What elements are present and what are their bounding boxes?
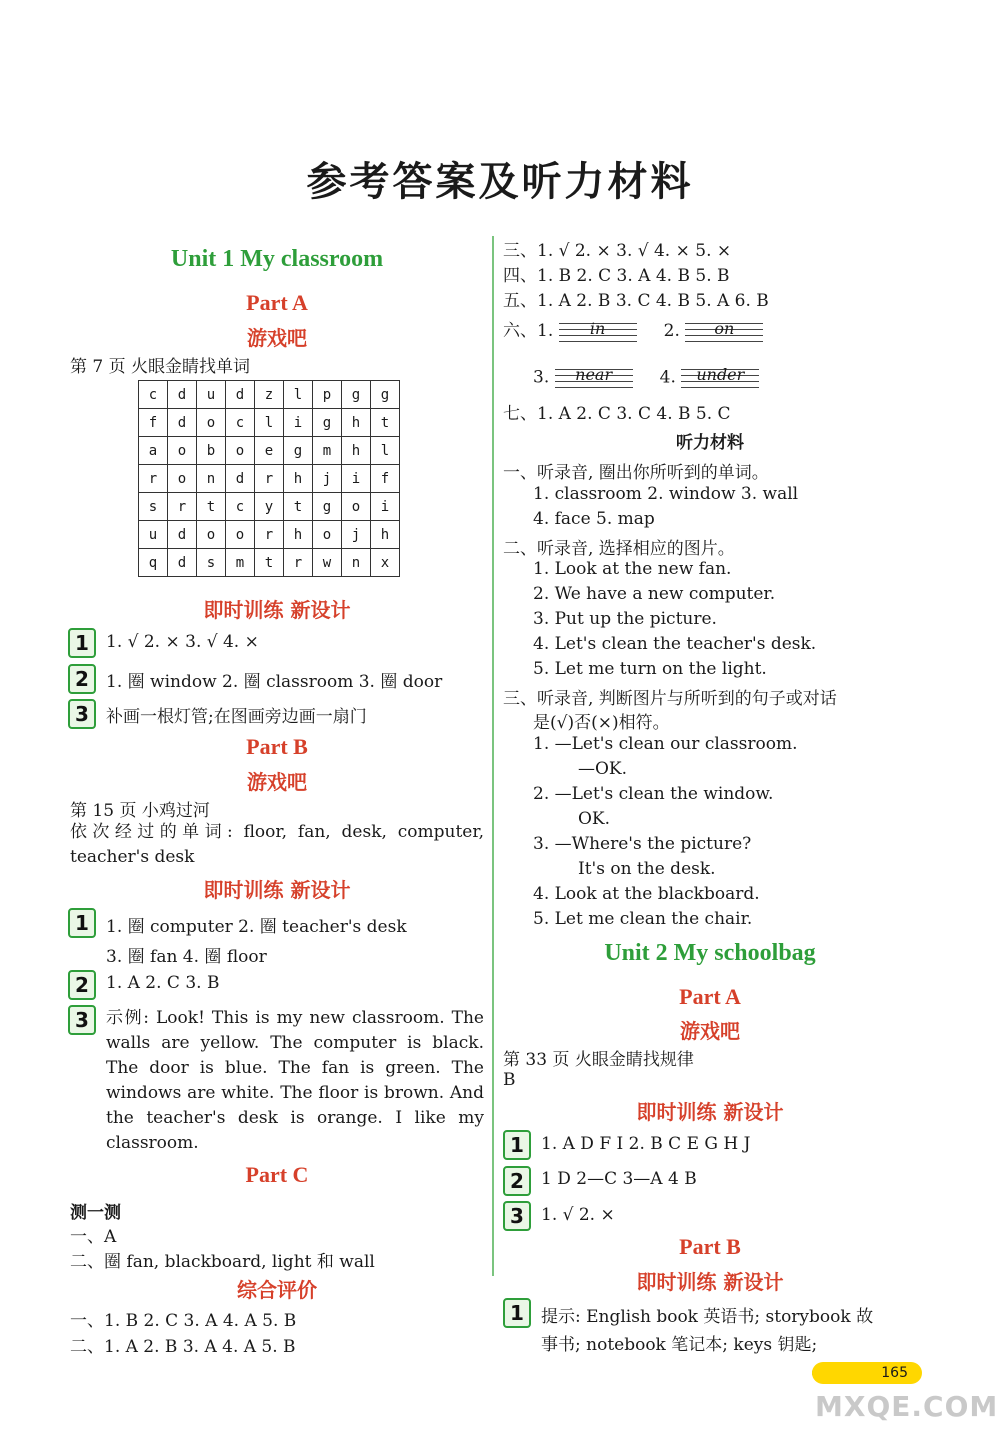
number-badge-2: 2 <box>68 664 96 694</box>
grid-cell: o <box>226 521 255 549</box>
grid-cell: d <box>168 549 197 577</box>
listening-line: 是(√)否(×)相符。 <box>533 713 670 733</box>
number-badge-1: 1 <box>68 628 96 658</box>
grid-cell: d <box>168 409 197 437</box>
listening-line: It's on the desk. <box>578 859 716 879</box>
grid-cell: g <box>371 381 400 409</box>
grid-cell: a <box>139 437 168 465</box>
listening-line: 5. Let me turn on the light. <box>533 659 767 679</box>
grid-cell: s <box>139 493 168 521</box>
page7-caption: 第 7 页 火眼金睛找单词 <box>70 357 251 377</box>
grid-cell: r <box>255 521 284 549</box>
grid-cell: d <box>226 465 255 493</box>
grid-cell: b <box>197 437 226 465</box>
game-heading-3: 游戏吧 <box>680 1019 740 1043</box>
listening-line: 2. We have a new computer. <box>533 584 776 604</box>
listening-line: OK. <box>578 809 611 829</box>
listening-line: 4. face 5. map <box>533 509 655 529</box>
grid-row <box>139 381 400 409</box>
page33-caption: 第 33 页 火眼金睛找规律 <box>503 1050 694 1070</box>
listening-line: 一、听录音, 圈出你所听到的单词。 <box>503 463 769 483</box>
grid-cell: g <box>342 381 371 409</box>
listening-line: 1. —Let's clean our classroom. <box>533 734 798 754</box>
grid-cell: j <box>313 465 342 493</box>
review-heading: 综合评价 <box>237 1278 317 1302</box>
answer-row: 1. A D F I 2. B C E G H J <box>541 1134 751 1154</box>
writing-line: in <box>559 318 637 346</box>
grid-cell: r <box>255 465 284 493</box>
grid-cell: o <box>197 521 226 549</box>
grid-cell: n <box>197 465 226 493</box>
page-title: 参考答案及听力材料 <box>306 159 694 205</box>
listening-line: 二、听录音, 选择相应的图片。 <box>503 539 735 559</box>
writing-row-2: 3. near 4. under <box>533 364 759 392</box>
listening-line: 4. Let's clean the teacher's desk. <box>533 634 817 654</box>
training-heading-1: 即时训练 新设计 <box>203 598 351 622</box>
listening-line: 1. classroom 2. window 3. wall <box>533 484 799 504</box>
number-badge-2: 2 <box>503 1166 531 1196</box>
listening-line: 3. Put up the picture. <box>533 609 717 629</box>
unit2-heading: Unit 2 My schoolbag <box>604 940 816 966</box>
answer-row: 事书; notebook 笔记本; keys 钥匙; <box>541 1335 818 1355</box>
answer-row: 三、1. √ 2. × 3. √ 4. × 5. × <box>503 241 732 261</box>
answer-row: 1. √ 2. × 3. √ 4. × <box>106 632 259 652</box>
grid-cell: o <box>342 493 371 521</box>
grid-cell: c <box>226 409 255 437</box>
listening-line: 3. —Where's the picture? <box>533 834 752 854</box>
grid-cell: d <box>168 381 197 409</box>
grid-cell: h <box>284 465 313 493</box>
number-badge-3: 3 <box>68 1005 96 1035</box>
answer-row: 3. 圈 fan 4. 圈 floor <box>106 947 267 967</box>
listening-line: 5. Let me clean the chair. <box>533 909 753 929</box>
listening-heading: 听力材料 <box>676 433 744 453</box>
grid-cell: l <box>284 381 313 409</box>
answer-row: 提示: English book 英语书; storybook 故 <box>541 1307 874 1327</box>
page-number: 165 <box>812 1362 922 1384</box>
grid-cell: w <box>313 549 342 577</box>
unit1-part-b: Part B <box>246 734 308 759</box>
grid-cell: t <box>284 493 313 521</box>
grid-cell: c <box>226 493 255 521</box>
listening-line: 三、听录音, 判断图片与所听到的句子或对话 <box>503 689 837 709</box>
training-heading-2: 即时训练 新设计 <box>203 878 351 902</box>
answer-row: 补画一根灯管;在图画旁边画一扇门 <box>106 707 367 727</box>
grid-cell: l <box>371 437 400 465</box>
game-heading-1: 游戏吧 <box>247 326 307 350</box>
answer-row: 五、1. A 2. B 3. C 4. B 5. A 6. B <box>503 291 769 311</box>
grid-cell: r <box>168 493 197 521</box>
answer-row: 1. 圈 computer 2. 圈 teacher's desk <box>106 917 407 937</box>
writing-row-1: 六、1. in 2. on <box>503 316 763 346</box>
grid-row <box>139 521 400 549</box>
listening-line: —OK. <box>578 759 628 779</box>
grid-cell: h <box>342 437 371 465</box>
grid-cell: z <box>255 381 284 409</box>
grid-cell: e <box>255 437 284 465</box>
unit1-heading: Unit 1 My classroom <box>170 246 384 272</box>
unit2-part-a: Part A <box>679 984 741 1009</box>
grid-cell: n <box>342 549 371 577</box>
unit2-part-b: Part B <box>679 1234 741 1259</box>
answer-row: 1. 圈 window 2. 圈 classroom 3. 圈 door <box>106 672 443 692</box>
grid-cell: l <box>255 409 284 437</box>
grid-cell: q <box>139 549 168 577</box>
number-badge-1: 1 <box>503 1130 531 1160</box>
grid-cell: r <box>284 549 313 577</box>
grid-cell: i <box>284 409 313 437</box>
grid-cell: m <box>226 549 255 577</box>
grid-cell: o <box>197 409 226 437</box>
grid-cell: o <box>313 521 342 549</box>
training-heading-4: 即时训练 新设计 <box>636 1270 784 1294</box>
grid-cell: i <box>371 493 400 521</box>
grid-cell: t <box>371 409 400 437</box>
answer-row: 七、1. A 2. C 3. C 4. B 5. C <box>503 404 731 424</box>
writing-line: under <box>681 364 759 392</box>
grid-cell: o <box>226 437 255 465</box>
grid-cell: m <box>313 437 342 465</box>
answer-row: 一、A <box>70 1227 117 1247</box>
answer-row: B <box>503 1070 516 1090</box>
answer-row: 一、1. B 2. C 3. A 4. A 5. B <box>70 1311 297 1331</box>
grid-cell: f <box>139 409 168 437</box>
example-paragraph: 示例: Look! This is my new classroom. The walls are yellow. The computer is black. The door is blue. The fan is green. The windows are white. The floor is brown. And the teacher's desk is orange. I like my classroom. <box>106 1008 484 1153</box>
answer-row: 四、1. B 2. C 3. A 4. B 5. B <box>503 266 730 286</box>
grid-cell: h <box>342 409 371 437</box>
listening-line: 4. Look at the blackboard. <box>533 884 760 904</box>
grid-cell: g <box>313 409 342 437</box>
path-words: 依次经过的单词: floor, fan, desk, computer, teacher's desk <box>70 822 484 867</box>
grid-cell: d <box>168 521 197 549</box>
grid-row <box>139 493 400 521</box>
writing-line: near <box>555 364 633 392</box>
grid-cell: h <box>284 521 313 549</box>
answer-row: 二、1. A 2. B 3. A 4. A 5. B <box>70 1337 296 1357</box>
page15-caption: 第 15 页 小鸡过河 <box>70 801 210 821</box>
number-badge-1: 1 <box>503 1298 531 1328</box>
grid-cell: s <box>197 549 226 577</box>
number-badge-3: 3 <box>503 1201 531 1231</box>
grid-cell: i <box>342 465 371 493</box>
grid-cell: f <box>371 465 400 493</box>
answer-row: 1. √ 2. × <box>541 1205 615 1225</box>
grid-row <box>139 437 400 465</box>
number-badge-3: 3 <box>68 699 96 729</box>
answer-row: 1. A 2. C 3. B <box>106 973 220 993</box>
listening-line: 2. —Let's clean the window. <box>533 784 774 804</box>
training-heading-3: 即时训练 新设计 <box>636 1100 784 1124</box>
grid-row <box>139 549 400 577</box>
grid-cell: g <box>313 493 342 521</box>
grid-cell: y <box>255 493 284 521</box>
writing-line: on <box>685 318 763 346</box>
grid-cell: c <box>139 381 168 409</box>
grid-cell: o <box>168 437 197 465</box>
game-heading-2: 游戏吧 <box>247 770 307 794</box>
grid-cell: u <box>197 381 226 409</box>
watermark: MXQE.COM <box>815 1390 999 1423</box>
grid-cell: r <box>139 465 168 493</box>
grid-cell: x <box>371 549 400 577</box>
answer-row: 1 D 2—C 3—A 4 B <box>541 1169 697 1189</box>
word-search-grid <box>138 380 400 577</box>
grid-cell: g <box>284 437 313 465</box>
grid-cell: d <box>226 381 255 409</box>
grid-row <box>139 465 400 493</box>
test-heading: 测一测 <box>70 1203 121 1223</box>
unit1-part-c: Part C <box>245 1162 309 1187</box>
unit1-part-a: Part A <box>246 290 308 315</box>
grid-row <box>139 409 400 437</box>
grid-cell: p <box>313 381 342 409</box>
column-divider <box>492 236 494 1276</box>
number-badge-2: 2 <box>68 970 96 1000</box>
grid-cell: o <box>168 465 197 493</box>
number-badge-1: 1 <box>68 908 96 938</box>
answer-row: 二、圈 fan, blackboard, light 和 wall <box>70 1252 375 1272</box>
grid-cell: u <box>139 521 168 549</box>
grid-cell: t <box>255 549 284 577</box>
grid-cell: t <box>197 493 226 521</box>
listening-line: 1. Look at the new fan. <box>533 559 732 579</box>
grid-cell: j <box>342 521 371 549</box>
grid-cell: h <box>371 521 400 549</box>
